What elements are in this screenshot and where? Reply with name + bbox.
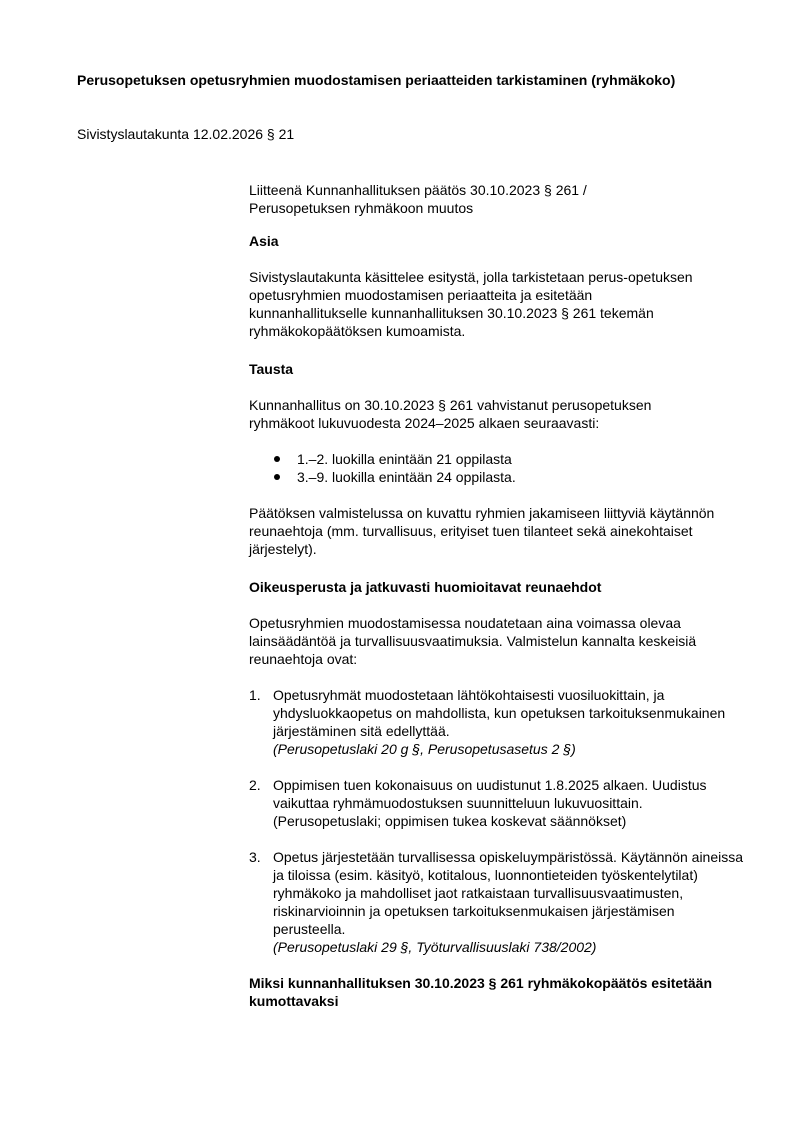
asia-text: Sivistyslautakunta käsittelee esitystä, jolla tarkistetaan perus-opetuksen opetusryhmien muodostamisen periaatteita ja esitetään kunnanhallitukselle kunnanhallituksen 30.10.2023 § 261 tekemän ryhmäkokopäätöksen kumoamista. — [249, 269, 693, 339]
meeting-reference: Sivistyslautakunta 12.02.2026 § 21 — [77, 126, 295, 142]
list-item: 1. Opetusryhmät muodostetaan lähtökohtaisesti vuosiluokittain, ja yhdysluokkaopetus on mahdollista, kun opetuksen tarkoituksenmukainen järjestäminen sitä edellyttää. (Perusopetuslaki 20 g §, Perusopetusasetus 2 §) — [249, 687, 726, 757]
legal-reference: (Perusopetuslaki 20 g §, Perusopetusasetus 2 §) — [273, 741, 576, 757]
tausta-after: Päätöksen valmistelussa on kuvattu ryhmien jakamiseen liittyviä käytännön reunaehtoja (mm. turvallisuus, erityiset tuen tilanteet sekä ainekohtaiset järjestelyt). — [249, 505, 715, 557]
bullet-icon — [274, 474, 280, 480]
attachment-line-2: Perusopetuksen ryhmäkoon muutos — [249, 200, 474, 216]
document-body — [249, 181, 749, 1010]
tausta-intro: Kunnanhallitus on 30.10.2023 § 261 vahvistanut perusopetuksen ryhmäkoot lukuvuodesta 2024–2025 alkaen seuraavasti: — [249, 397, 652, 431]
attachment-line-1: Liitteenä Kunnanhallituksen päätös 30.10.2023 § 261 / — [249, 182, 587, 198]
legal-reference: (Perusopetuslaki 29 §, Työturvallisuuslaki 738/2002) — [273, 939, 597, 955]
list-item: 3.–9. luokilla enintään 24 oppilasta. — [249, 468, 749, 486]
list-item: 2. Oppimisen tuen kokonaisuus on uudistunut 1.8.2025 alkaen. Uudistus vaikuttaa ryhmämuodostuksen suunnitteluun lukuvuosittain. (Perusopetuslaki; oppimisen tukea koskevat säännökset) — [249, 777, 707, 829]
section-heading-oikeusperusta: Oikeusperusta ja jatkuvasti huomioitavat reunaehdot — [249, 579, 602, 595]
list-item: 1.–2. luokilla enintään 21 oppilasta — [249, 450, 749, 468]
list-item: 3. Opetus järjestetään turvallisessa opiskeluympäristössä. Käytännön aineissa ja tiloissa (esim. käsityö, kotitalous, luonnontieteiden työskentelytilat) ryhmäkoko ja mahdolliset jaot ratkaistaan turvallisuusvaatimusten, riskinarvioinnin ja opetuksen tarkoituksenmukaisen järjestämisen perusteella. (Perusopetuslaki 29 §, Työturvallisuuslaki 738/2002) — [249, 849, 744, 955]
section-heading-miksi: Miksi kunnanhallituksen 30.10.2023 § 261 ryhmäkokopäätös esitetään kumottavaksi — [249, 975, 712, 1009]
section-heading-tausta: Tausta — [249, 361, 294, 377]
section-heading-asia: Asia — [249, 233, 279, 249]
reunaehdot-list — [249, 686, 749, 956]
ryhmakoko-list — [249, 450, 749, 486]
oikeusperusta-intro: Opetusryhmien muodostamisessa noudatetaan aina voimassa olevaa lainsäädäntöä ja turvallisuusvaatimuksia. Valmistelun kannalta keskeisiä reunaehtoja ovat: — [249, 615, 697, 667]
document-title: Perusopetuksen opetusryhmien muodostamisen periaatteiden tarkistaminen (ryhmäkoko) — [77, 72, 676, 88]
bullet-icon — [274, 456, 280, 462]
